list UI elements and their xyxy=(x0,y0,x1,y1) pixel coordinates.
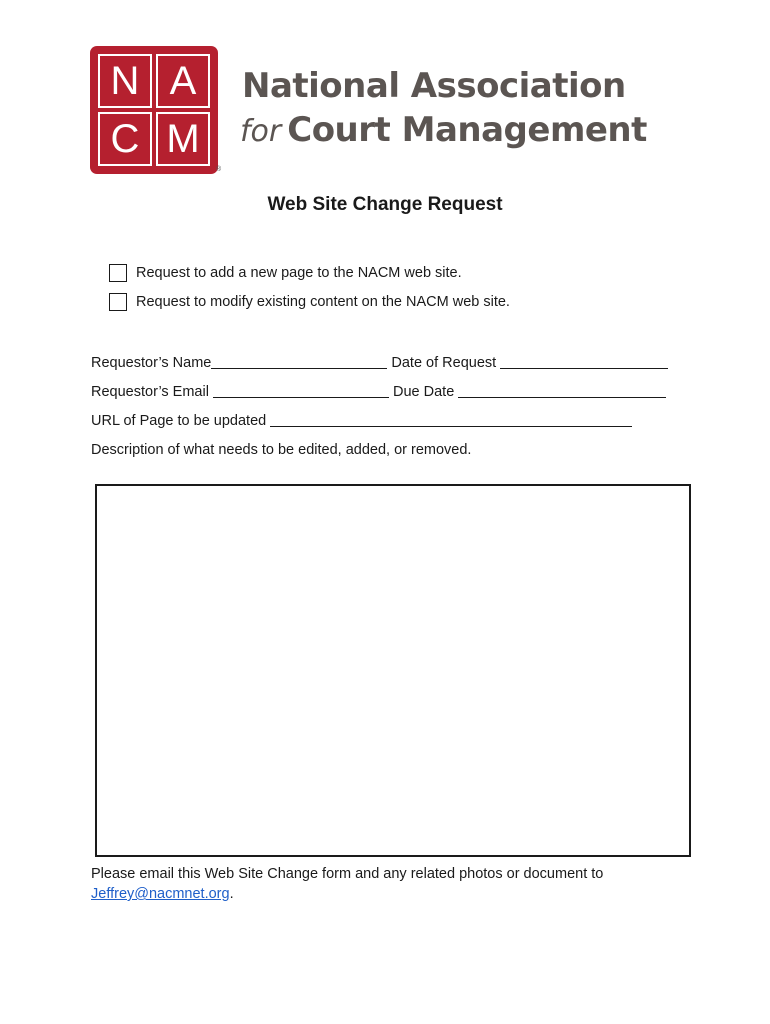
option-modify-content[interactable] xyxy=(109,291,510,313)
logo-letter-a: A xyxy=(156,54,210,108)
nacm-logo xyxy=(90,46,690,178)
add-page-label: Request to add a new page to the NACM web site. xyxy=(136,265,462,281)
description-label: Description of what needs to be edited, added, or removed. xyxy=(91,442,472,458)
page-title: Web Site Change Request xyxy=(267,194,503,215)
footer-note xyxy=(91,864,691,904)
org-name-court-management: Court Management xyxy=(287,110,647,150)
modify-content-label: Request to modify existing content on the NACM web site. xyxy=(136,294,510,310)
date-of-request-field[interactable] xyxy=(500,354,668,369)
org-name-line1: National Association xyxy=(242,66,626,106)
date-of-request-label: Date of Request xyxy=(391,355,497,371)
logo-letter-m: M xyxy=(156,112,210,166)
contact-email-link[interactable]: Jeffrey@nacmnet.org xyxy=(91,886,230,902)
requestor-name-label: Requestor’s Name xyxy=(91,355,212,371)
due-date-field[interactable] xyxy=(458,383,666,398)
requestor-email-field[interactable] xyxy=(213,383,389,398)
registered-mark: ® xyxy=(216,166,222,173)
org-name-line2 xyxy=(240,110,647,150)
requestor-name-field[interactable] xyxy=(211,354,387,369)
footer-text: Please email this Web Site Change form and any related photos or document to xyxy=(91,866,604,882)
url-label: URL of Page to be updated xyxy=(91,413,267,429)
add-page-checkbox[interactable] xyxy=(109,264,127,282)
description-textarea[interactable] xyxy=(95,484,691,857)
modify-content-checkbox[interactable] xyxy=(109,293,127,311)
url-field[interactable] xyxy=(270,412,632,427)
org-name-for: for xyxy=(240,114,282,149)
nacm-logo-mark xyxy=(90,46,218,174)
option-add-page[interactable] xyxy=(109,262,462,284)
row-email-due xyxy=(91,383,666,400)
logo-letter-c: C xyxy=(98,112,152,166)
footer-period: . xyxy=(229,886,234,902)
requestor-email-label: Requestor’s Email xyxy=(91,384,209,400)
logo-letter-n: N xyxy=(98,54,152,108)
row-name-date xyxy=(91,354,668,371)
row-url xyxy=(91,412,632,429)
due-date-label: Due Date xyxy=(393,384,455,400)
